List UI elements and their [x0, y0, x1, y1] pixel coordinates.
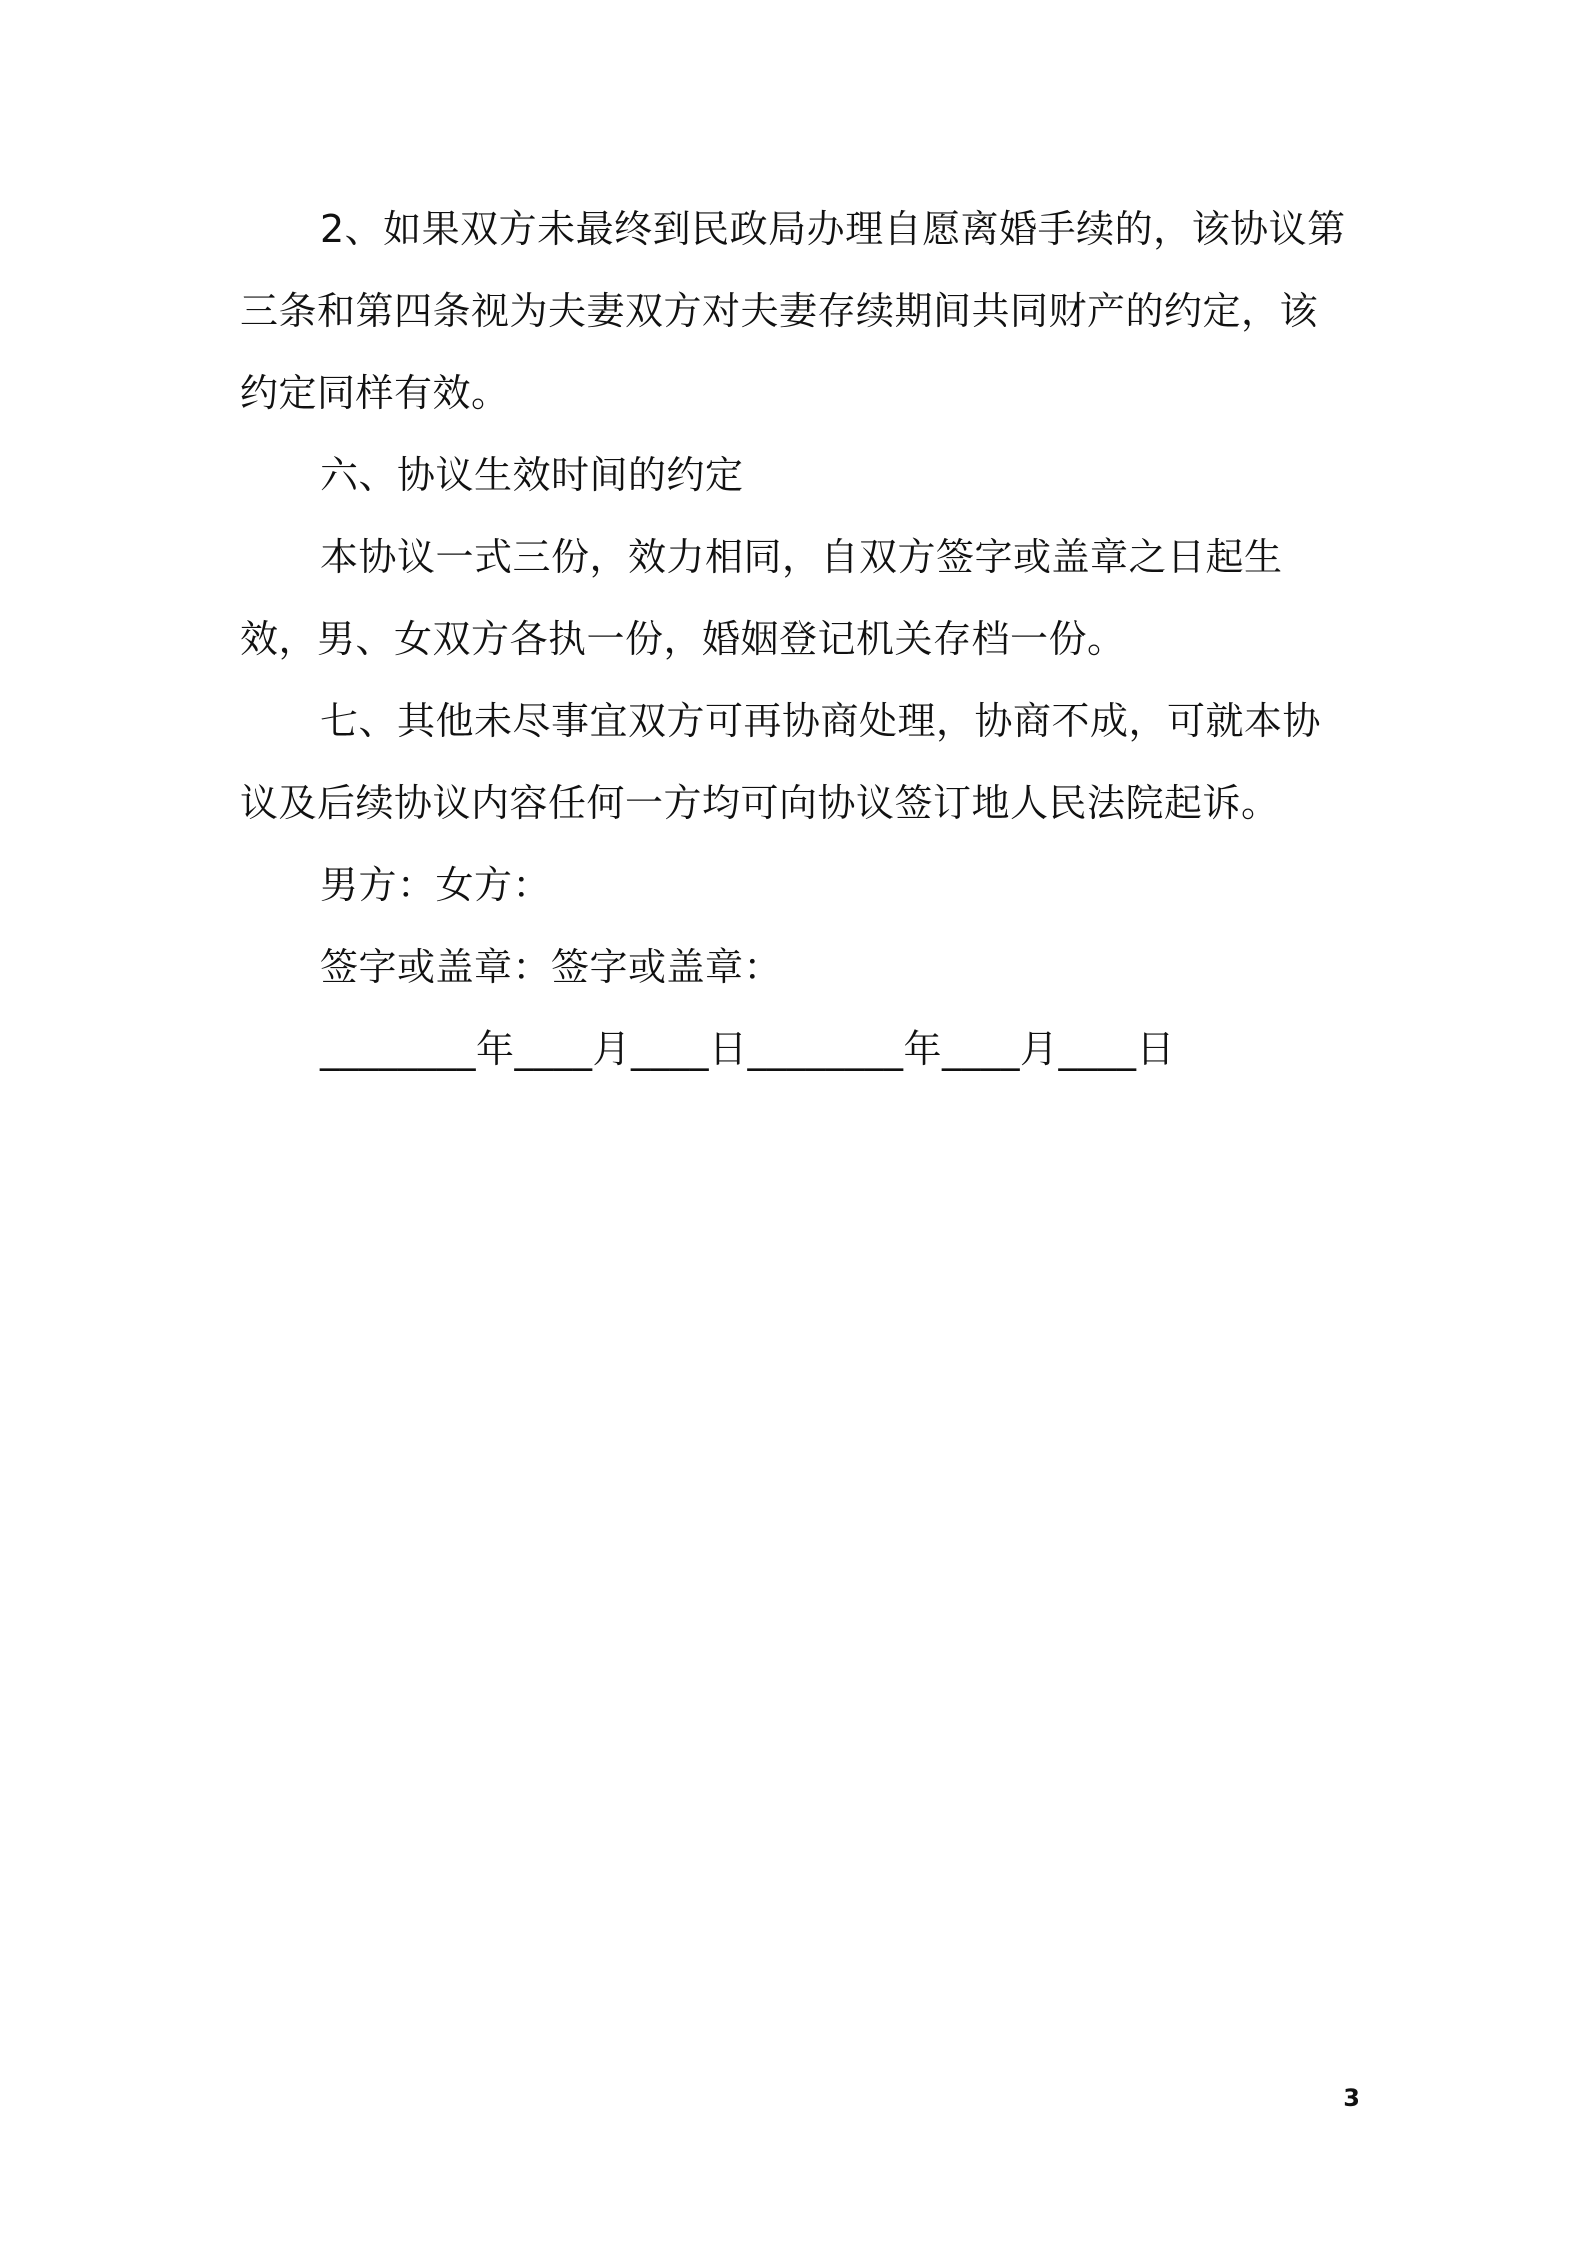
signature-parties: 男方：女方： [320, 863, 552, 907]
signature-date-line: ________年____月____日________年____月____日 [320, 1027, 1176, 1071]
document-body [240, 188, 1350, 1090]
page-number: 3 [1343, 2084, 1360, 2112]
signature-seal-line: 签字或盖章：签字或盖章： [320, 945, 783, 989]
paragraph-clause-2: 2、如果双方未最终到民政局办理自愿离婚手续的，该协议第三条和第四条视为夫妻双方对夫妻存续期间共同财产的约定，该约定同样有效。 [240, 207, 1346, 415]
paragraph-effective-copies: 本协议一式三份，效力相同，自双方签字或盖章之日起生效，男、女双方各执一份，婚姻登记机关存档一份。 [240, 535, 1283, 661]
paragraph-section-7: 七、其他未尽事宜双方可再协商处理，协商不成，可就本协议及后续协议内容任何一方均可向协议签订地人民法院起诉。 [240, 699, 1322, 825]
heading-section-6: 六、协议生效时间的约定 [320, 453, 744, 497]
